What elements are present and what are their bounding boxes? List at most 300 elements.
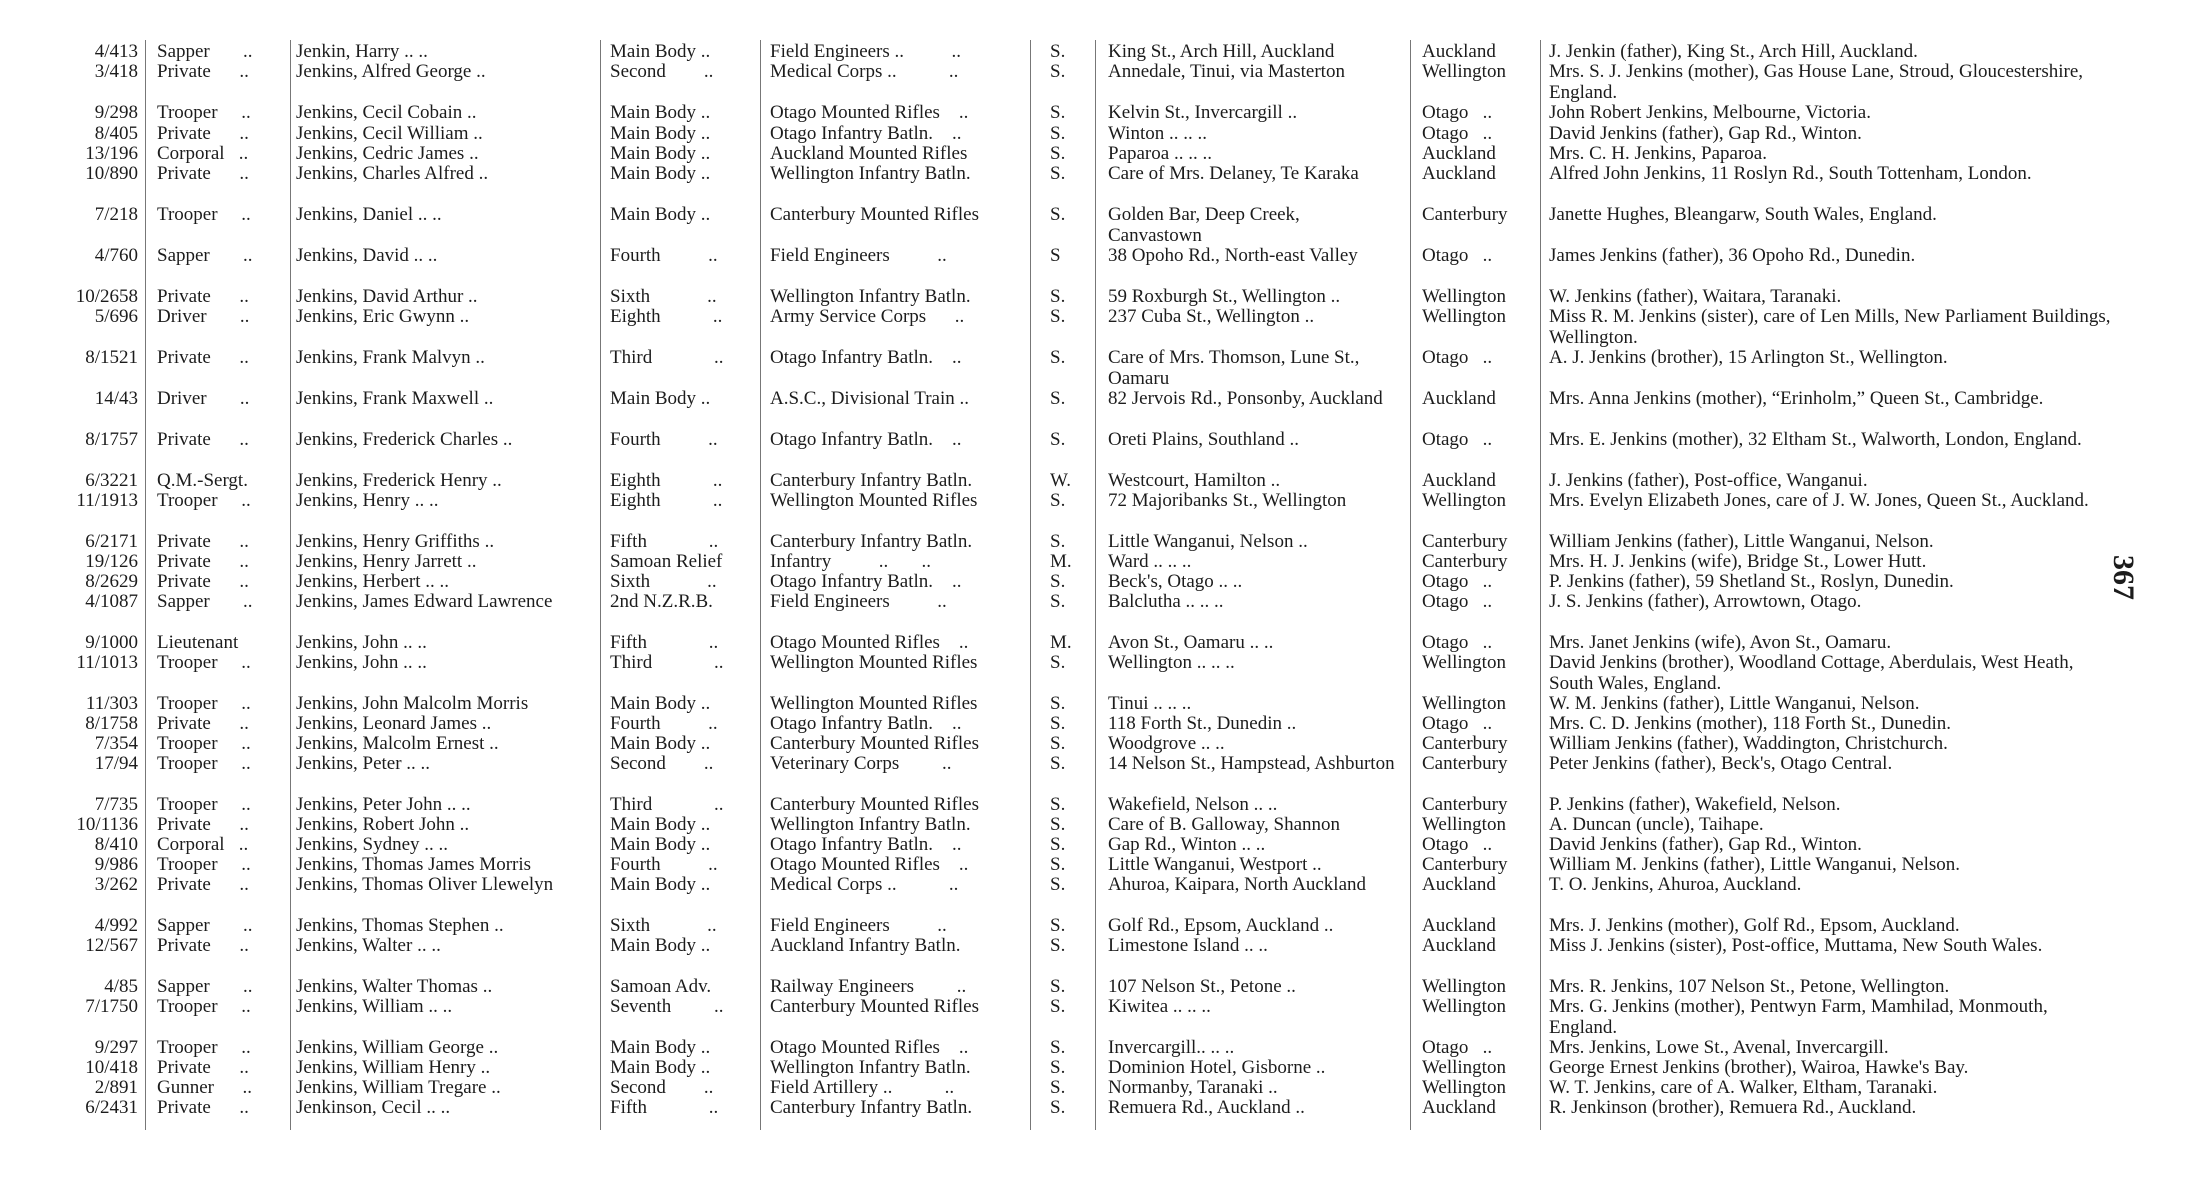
unit-cell: Field Engineers ..: [770, 915, 947, 936]
draft-cell: Eighth ..: [610, 306, 723, 327]
draft-cell: Main Body ..: [610, 163, 711, 184]
draft-cell: Fourth ..: [610, 245, 718, 266]
unit-cell: Otago Infantry Batln. ..: [770, 571, 962, 592]
draft-cell: Main Body ..: [610, 204, 711, 225]
next-of-kin-cell: Peter Jenkins (father), Beck's, Otago Central.: [1549, 753, 1893, 774]
next-of-kin-cell: Mrs. Jenkins, Lowe St., Avenal, Invercargill.: [1549, 1037, 1889, 1058]
page-number: 367: [2107, 555, 2140, 600]
next-of-kin-cell: Mrs. S. J. Jenkins (mother), Gas House Lane, Stroud, Gloucestershire, England.: [1549, 61, 2084, 103]
last-address-cell: Normanby, Taranaki ..: [1108, 1077, 1278, 1098]
next-of-kin-cell: R. Jenkinson (brother), Remuera Rd., Auckland.: [1549, 1097, 1917, 1118]
rank-cell: Driver ..: [157, 388, 250, 409]
next-of-kin-cell: Mrs. Anna Jenkins (mother), “Erinholm,” Queen St., Cambridge.: [1549, 388, 2044, 409]
marital-status-cell: S.: [1050, 753, 1066, 774]
rank-cell: Trooper ..: [157, 794, 251, 815]
draft-cell: Seventh ..: [610, 996, 724, 1017]
military-district-cell: Auckland: [1422, 143, 1496, 164]
soldier-name-cell: Jenkins, Sydney .. ..: [296, 834, 448, 855]
unit-cell: Otago Infantry Batln. ..: [770, 429, 962, 450]
next-of-kin-cell: James Jenkins (father), 36 Opoho Rd., Dunedin.: [1549, 245, 1916, 266]
soldier-name-cell: Jenkins, David .. ..: [296, 245, 438, 266]
marital-status-cell: S.: [1050, 693, 1066, 714]
draft-cell: Third ..: [610, 794, 724, 815]
marital-status-cell: S.: [1050, 834, 1066, 855]
unit-cell: Otago Mounted Rifles ..: [770, 1037, 969, 1058]
rank-cell: Private ..: [157, 1097, 249, 1118]
rank-cell: Trooper ..: [157, 753, 251, 774]
unit-cell: Railway Engineers ..: [770, 976, 967, 997]
table-row: [0, 306, 2205, 348]
rank-cell: Trooper ..: [157, 854, 251, 875]
table-row: [0, 592, 2205, 616]
table-row: [0, 491, 2205, 515]
table-row: [0, 430, 2205, 454]
military-district-cell: Auckland: [1422, 874, 1496, 895]
military-district-cell: Canterbury: [1422, 854, 1508, 875]
rank-cell: Private ..: [157, 571, 249, 592]
service-number-cell: 8/1758: [85, 713, 138, 734]
draft-cell: Fourth ..: [610, 713, 718, 734]
draft-cell: Second ..: [610, 1077, 714, 1098]
draft-cell: Eighth ..: [610, 470, 723, 491]
draft-cell: Third ..: [610, 347, 724, 368]
last-address-cell: Tinui .. .. ..: [1108, 693, 1192, 714]
unit-cell: Medical Corps .. ..: [770, 874, 959, 895]
unit-cell: Auckland Mounted Rifles: [770, 143, 968, 164]
last-address-cell: King St., Arch Hill, Auckland: [1108, 41, 1335, 62]
last-address-cell: Little Wanganui, Westport ..: [1108, 854, 1322, 875]
table-row: [0, 61, 2205, 103]
next-of-kin-cell: Miss J. Jenkins (sister), Post-office, Muttama, New South Wales.: [1549, 935, 2043, 956]
soldier-name-cell: Jenkins, Walter Thomas ..: [296, 976, 493, 997]
unit-cell: Otago Infantry Batln. ..: [770, 713, 962, 734]
service-number-cell: 6/2431: [85, 1097, 138, 1118]
marital-status-cell: S.: [1050, 102, 1066, 123]
draft-cell: Main Body ..: [610, 874, 711, 895]
next-of-kin-cell: Mrs. Evelyn Elizabeth Jones, care of J. W. Jones, Queen St., Auckland.: [1549, 490, 2089, 511]
marital-status-cell: S.: [1050, 935, 1066, 956]
marital-status-cell: S.: [1050, 996, 1066, 1017]
soldier-name-cell: Jenkins, David Arthur ..: [296, 286, 478, 307]
next-of-kin-cell: Mrs. E. Jenkins (mother), 32 Eltham St., Walworth, London, England.: [1549, 429, 2082, 450]
service-number-cell: 9/298: [94, 102, 138, 123]
military-district-cell: Wellington: [1422, 814, 1506, 835]
military-district-cell: Otago ..: [1422, 571, 1493, 592]
soldier-name-cell: Jenkins, William Tregare ..: [296, 1077, 501, 1098]
marital-status-cell: S.: [1050, 41, 1066, 62]
service-number-cell: 3/262: [94, 874, 138, 895]
soldier-name-cell: Jenkinson, Cecil .. ..: [296, 1097, 451, 1118]
last-address-cell: 72 Majoribanks St., Wellington: [1108, 490, 1347, 511]
draft-cell: Main Body ..: [610, 1057, 711, 1078]
service-number-cell: 4/760: [94, 245, 138, 266]
last-address-cell: Gap Rd., Winton .. ..: [1108, 834, 1266, 855]
last-address-cell: Care of B. Galloway, Shannon: [1108, 814, 1340, 835]
soldier-name-cell: Jenkins, Frederick Charles ..: [296, 429, 513, 450]
service-number-cell: 8/2629: [85, 571, 138, 592]
military-district-cell: Otago ..: [1422, 632, 1493, 653]
soldier-name-cell: Jenkins, Thomas James Morris: [296, 854, 532, 875]
rank-cell: Private ..: [157, 531, 249, 552]
military-district-cell: Wellington: [1422, 996, 1506, 1017]
unit-cell: Field Engineers ..: [770, 245, 947, 266]
rank-cell: Private ..: [157, 286, 249, 307]
last-address-cell: Ward .. .. ..: [1108, 551, 1192, 572]
rank-cell: Private ..: [157, 551, 249, 572]
next-of-kin-cell: Mrs. Janet Jenkins (wife), Avon St., Oamaru.: [1549, 632, 1892, 653]
table-row: [0, 204, 2205, 246]
rank-cell: Trooper ..: [157, 996, 251, 1017]
last-address-cell: Oreti Plains, Southland ..: [1108, 429, 1300, 450]
unit-cell: Canterbury Mounted Rifles: [770, 794, 979, 815]
rank-cell: Sapper ..: [157, 591, 253, 612]
service-number-cell: 9/1000: [85, 632, 138, 653]
marital-status-cell: S.: [1050, 591, 1066, 612]
soldier-name-cell: Jenkins, Cedric James ..: [296, 143, 479, 164]
unit-cell: Auckland Infantry Batln.: [770, 935, 961, 956]
next-of-kin-cell: Mrs. R. Jenkins, 107 Nelson St., Petone, Wellington.: [1549, 976, 1950, 997]
next-of-kin-cell: A. J. Jenkins (brother), 15 Arlington St., Wellington.: [1549, 347, 1948, 368]
unit-cell: Wellington Mounted Rifles: [770, 490, 978, 511]
rank-cell: Private ..: [157, 935, 249, 956]
next-of-kin-cell: William M. Jenkins (father), Little Wanganui, Nelson.: [1549, 854, 1961, 875]
unit-cell: Otago Infantry Batln. ..: [770, 347, 962, 368]
marital-status-cell: S.: [1050, 915, 1066, 936]
soldier-name-cell: Jenkins, Charles Alfred ..: [296, 163, 489, 184]
last-address-cell: Beck's, Otago .. ..: [1108, 571, 1243, 592]
service-number-cell: 14/43: [94, 388, 138, 409]
draft-cell: Main Body ..: [610, 102, 711, 123]
last-address-cell: Dominion Hotel, Gisborne ..: [1108, 1057, 1326, 1078]
table-row: [0, 389, 2205, 413]
last-address-cell: 38 Opoho Rd., North-east Valley: [1108, 245, 1358, 266]
service-number-cell: 9/297: [94, 1037, 138, 1058]
next-of-kin-cell: Mrs. H. J. Jenkins (wife), Bridge St., Lower Hutt.: [1549, 551, 1927, 572]
unit-cell: Canterbury Infantry Batln.: [770, 1097, 973, 1118]
table-row: [0, 164, 2205, 188]
draft-cell: Sixth ..: [610, 286, 717, 307]
service-number-cell: 8/405: [94, 123, 138, 144]
next-of-kin-cell: Mrs. C. H. Jenkins, Paparoa.: [1549, 143, 1767, 164]
draft-cell: Main Body ..: [610, 733, 711, 754]
rank-cell: Private ..: [157, 814, 249, 835]
service-number-cell: 19/126: [85, 551, 138, 572]
next-of-kin-cell: John Robert Jenkins, Melbourne, Victoria.: [1549, 102, 1871, 123]
draft-cell: Main Body ..: [610, 41, 711, 62]
soldier-name-cell: Jenkins, William Henry ..: [296, 1057, 491, 1078]
unit-cell: Otago Infantry Batln. ..: [770, 123, 962, 144]
military-district-cell: Otago ..: [1422, 102, 1493, 123]
last-address-cell: Care of Mrs. Thomson, Lune St., Oamaru: [1108, 347, 1360, 389]
draft-cell: Second ..: [610, 61, 714, 82]
last-address-cell: 82 Jervois Rd., Ponsonby, Auckland: [1108, 388, 1383, 409]
draft-cell: 2nd N.Z.R.B.: [610, 591, 713, 612]
draft-cell: Main Body ..: [610, 935, 711, 956]
unit-cell: Wellington Mounted Rifles: [770, 652, 978, 673]
draft-cell: Main Body ..: [610, 123, 711, 144]
soldier-name-cell: Jenkins, Walter .. ..: [296, 935, 441, 956]
military-district-cell: Otago ..: [1422, 123, 1493, 144]
last-address-cell: Annedale, Tinui, via Masterton: [1108, 61, 1345, 82]
table-row: [0, 246, 2205, 270]
marital-status-cell: S.: [1050, 388, 1066, 409]
marital-status-cell: S: [1050, 245, 1061, 266]
soldier-name-cell: Jenkins, Henry Jarrett ..: [296, 551, 477, 572]
military-district-cell: Otago ..: [1422, 834, 1493, 855]
rank-cell: Private ..: [157, 123, 249, 144]
last-address-cell: Golden Bar, Deep Creek, Canvastown: [1108, 204, 1300, 246]
soldier-name-cell: Jenkins, Cecil Cobain ..: [296, 102, 477, 123]
service-number-cell: 8/410: [94, 834, 138, 855]
service-number-cell: 6/3221: [85, 470, 138, 491]
military-district-cell: Wellington: [1422, 286, 1506, 307]
draft-cell: Sixth ..: [610, 915, 717, 936]
rank-cell: Sapper ..: [157, 41, 253, 62]
draft-cell: Fourth ..: [610, 429, 718, 450]
last-address-cell: Limestone Island .. ..: [1108, 935, 1268, 956]
last-address-cell: Ahuroa, Kaipara, North Auckland: [1108, 874, 1367, 895]
soldier-name-cell: Jenkins, James Edward Lawrence: [296, 591, 553, 612]
service-number-cell: 4/992: [94, 915, 138, 936]
soldier-name-cell: Jenkins, John .. ..: [296, 632, 427, 653]
soldier-name-cell: Jenkins, Leonard James ..: [296, 713, 492, 734]
service-number-cell: 11/303: [85, 693, 138, 714]
unit-cell: Canterbury Mounted Rifles: [770, 996, 979, 1017]
next-of-kin-cell: Mrs. J. Jenkins (mother), Golf Rd., Epsom, Auckland.: [1549, 915, 1960, 936]
last-address-cell: Balclutha .. .. ..: [1108, 591, 1224, 612]
military-district-cell: Otago ..: [1422, 429, 1493, 450]
soldier-name-cell: Jenkins, John .. ..: [296, 652, 427, 673]
marital-status-cell: S.: [1050, 531, 1066, 552]
military-district-cell: Canterbury: [1422, 794, 1508, 815]
soldier-name-cell: Jenkins, Alfred George ..: [296, 61, 486, 82]
marital-status-cell: S.: [1050, 1097, 1066, 1118]
unit-cell: Field Engineers .. ..: [770, 41, 962, 62]
unit-cell: Wellington Mounted Rifles: [770, 693, 978, 714]
unit-cell: Canterbury Mounted Rifles: [770, 204, 979, 225]
draft-cell: Main Body ..: [610, 388, 711, 409]
service-number-cell: 7/1750: [85, 996, 138, 1017]
military-district-cell: Wellington: [1422, 306, 1506, 327]
unit-cell: Field Engineers ..: [770, 591, 947, 612]
service-number-cell: 4/1087: [85, 591, 138, 612]
soldier-name-cell: Jenkins, Peter John .. ..: [296, 794, 471, 815]
service-number-cell: 8/1757: [85, 429, 138, 450]
last-address-cell: Kiwitea .. .. ..: [1108, 996, 1211, 1017]
service-number-cell: 10/1136: [76, 814, 138, 835]
soldier-name-cell: Jenkins, Daniel .. ..: [296, 204, 442, 225]
military-district-cell: Wellington: [1422, 490, 1506, 511]
military-district-cell: Canterbury: [1422, 531, 1508, 552]
rank-cell: Private ..: [157, 874, 249, 895]
marital-status-cell: M.: [1050, 551, 1072, 572]
last-address-cell: 107 Nelson St., Petone ..: [1108, 976, 1296, 997]
marital-status-cell: S.: [1050, 286, 1066, 307]
soldier-name-cell: Jenkins, Thomas Oliver Llewelyn: [296, 874, 554, 895]
rank-cell: Trooper ..: [157, 693, 251, 714]
rank-cell: Driver ..: [157, 306, 250, 327]
rank-cell: Trooper ..: [157, 204, 251, 225]
rank-cell: Corporal ..: [157, 834, 249, 855]
marital-status-cell: S.: [1050, 123, 1066, 144]
last-address-cell: Golf Rd., Epsom, Auckland ..: [1108, 915, 1334, 936]
next-of-kin-cell: Mrs. G. Jenkins (mother), Pentwyn Farm, Mamhilad, Monmouth, England.: [1549, 996, 2048, 1038]
next-of-kin-cell: W. M. Jenkins (father), Little Wanganui, Nelson.: [1549, 693, 1920, 714]
last-address-cell: Paparoa .. .. ..: [1108, 143, 1212, 164]
service-number-cell: 4/413: [94, 41, 138, 62]
draft-cell: Sixth ..: [610, 571, 717, 592]
marital-status-cell: S.: [1050, 204, 1066, 225]
unit-cell: Infantry .. ..: [770, 551, 931, 572]
unit-cell: Medical Corps .. ..: [770, 61, 959, 82]
rank-cell: Private ..: [157, 61, 249, 82]
service-number-cell: 12/567: [85, 935, 138, 956]
last-address-cell: Remuera Rd., Auckland ..: [1108, 1097, 1305, 1118]
next-of-kin-cell: W. Jenkins (father), Waitara, Taranaki.: [1549, 286, 1842, 307]
unit-cell: Wellington Infantry Batln.: [770, 1057, 971, 1078]
next-of-kin-cell: A. Duncan (uncle), Taihape.: [1549, 814, 1764, 835]
marital-status-cell: S.: [1050, 306, 1066, 327]
military-district-cell: Auckland: [1422, 41, 1496, 62]
unit-cell: Otago Mounted Rifles ..: [770, 854, 969, 875]
marital-status-cell: S.: [1050, 976, 1066, 997]
unit-cell: Field Artillery .. ..: [770, 1077, 955, 1098]
rank-cell: Lieutenant: [157, 632, 239, 653]
marital-status-cell: S.: [1050, 652, 1066, 673]
rank-cell: Private ..: [157, 429, 249, 450]
next-of-kin-cell: T. O. Jenkins, Ahuroa, Auckland.: [1549, 874, 1802, 895]
unit-cell: Veterinary Corps ..: [770, 753, 952, 774]
next-of-kin-cell: Janette Hughes, Bleangarw, South Wales, England.: [1549, 204, 1937, 225]
last-address-cell: Wellington .. .. ..: [1108, 652, 1235, 673]
marital-status-cell: S.: [1050, 1077, 1066, 1098]
service-number-cell: 7/218: [94, 204, 138, 225]
service-number-cell: 3/418: [94, 61, 138, 82]
rank-cell: Private ..: [157, 347, 249, 368]
rank-cell: Trooper ..: [157, 1037, 251, 1058]
last-address-cell: 237 Cuba St., Wellington ..: [1108, 306, 1315, 327]
draft-cell: Fifth ..: [610, 632, 719, 653]
rank-cell: Gunner ..: [157, 1077, 252, 1098]
military-district-cell: Otago ..: [1422, 713, 1493, 734]
soldier-name-cell: Jenkins, Frank Maxwell ..: [296, 388, 494, 409]
draft-cell: Samoan Relief: [610, 551, 723, 572]
soldier-name-cell: Jenkins, Henry .. ..: [296, 490, 439, 511]
military-district-cell: Wellington: [1422, 976, 1506, 997]
unit-cell: Army Service Corps ..: [770, 306, 965, 327]
next-of-kin-cell: George Ernest Jenkins (brother), Wairoa, Hawke's Bay.: [1549, 1057, 1969, 1078]
draft-cell: Eighth ..: [610, 490, 723, 511]
table-row: [0, 936, 2205, 960]
next-of-kin-cell: Miss R. M. Jenkins (sister), care of Len Mills, New Parliament Buildings, Wellington.: [1549, 306, 2111, 348]
rank-cell: Sapper ..: [157, 976, 253, 997]
marital-status-cell: S.: [1050, 347, 1066, 368]
service-number-cell: 9/986: [94, 854, 138, 875]
next-of-kin-cell: David Jenkins (father), Gap Rd., Winton.: [1549, 123, 1862, 144]
unit-cell: Canterbury Infantry Batln.: [770, 531, 973, 552]
last-address-cell: Invercargill.. .. ..: [1108, 1037, 1235, 1058]
next-of-kin-cell: David Jenkins (father), Gap Rd., Winton.: [1549, 834, 1862, 855]
draft-cell: Fifth ..: [610, 1097, 719, 1118]
military-district-cell: Otago ..: [1422, 347, 1493, 368]
next-of-kin-cell: Alfred John Jenkins, 11 Roslyn Rd., South Tottenham, London.: [1549, 163, 2032, 184]
draft-cell: Main Body ..: [610, 834, 711, 855]
unit-cell: A.S.C., Divisional Train ..: [770, 388, 970, 409]
military-district-cell: Auckland: [1422, 388, 1496, 409]
service-number-cell: 11/1913: [76, 490, 138, 511]
service-number-cell: 11/1013: [76, 652, 138, 673]
marital-status-cell: S.: [1050, 713, 1066, 734]
soldier-name-cell: Jenkins, Peter .. ..: [296, 753, 431, 774]
last-address-cell: 118 Forth St., Dunedin ..: [1108, 713, 1297, 734]
marital-status-cell: S.: [1050, 874, 1066, 895]
service-number-cell: 5/696: [94, 306, 138, 327]
soldier-name-cell: Jenkin, Harry .. ..: [296, 41, 428, 62]
next-of-kin-cell: J. S. Jenkins (father), Arrowtown, Otago.: [1549, 591, 1862, 612]
military-district-cell: Auckland: [1422, 915, 1496, 936]
service-number-cell: 10/418: [85, 1057, 138, 1078]
marital-status-cell: S.: [1050, 490, 1066, 511]
table-row: [0, 652, 2205, 694]
next-of-kin-cell: Mrs. C. D. Jenkins (mother), 118 Forth St., Dunedin.: [1549, 713, 1951, 734]
rank-cell: Trooper ..: [157, 490, 251, 511]
soldier-name-cell: Jenkins, John Malcolm Morris: [296, 693, 529, 714]
soldier-name-cell: Jenkins, William George ..: [296, 1037, 499, 1058]
unit-cell: Otago Mounted Rifles ..: [770, 102, 969, 123]
unit-cell: Wellington Infantry Batln.: [770, 814, 971, 835]
military-district-cell: Wellington: [1422, 652, 1506, 673]
marital-status-cell: S.: [1050, 794, 1066, 815]
last-address-cell: 14 Nelson St., Hampstead, Ashburton: [1108, 753, 1395, 774]
last-address-cell: Little Wanganui, Nelson ..: [1108, 531, 1308, 552]
military-district-cell: Wellington: [1422, 693, 1506, 714]
next-of-kin-cell: J. Jenkin (father), King St., Arch Hill, Auckland.: [1549, 41, 1918, 62]
rank-cell: Private ..: [157, 163, 249, 184]
last-address-cell: Care of Mrs. Delaney, Te Karaka: [1108, 163, 1359, 184]
military-district-cell: Auckland: [1422, 163, 1496, 184]
draft-cell: Main Body ..: [610, 1037, 711, 1058]
last-address-cell: 59 Roxburgh St., Wellington ..: [1108, 286, 1341, 307]
last-address-cell: Woodgrove .. ..: [1108, 733, 1225, 754]
last-address-cell: Avon St., Oamaru .. ..: [1108, 632, 1274, 653]
marital-status-cell: S.: [1050, 814, 1066, 835]
unit-cell: Canterbury Infantry Batln.: [770, 470, 973, 491]
military-district-cell: Canterbury: [1422, 733, 1508, 754]
military-district-cell: Wellington: [1422, 1077, 1506, 1098]
military-district-cell: Otago ..: [1422, 591, 1493, 612]
table-row: [0, 754, 2205, 778]
military-district-cell: Canterbury: [1422, 753, 1508, 774]
service-number-cell: 7/735: [94, 794, 138, 815]
soldier-name-cell: Jenkins, Eric Gwynn ..: [296, 306, 470, 327]
rank-cell: Trooper ..: [157, 733, 251, 754]
last-address-cell: Winton .. .. ..: [1108, 123, 1207, 144]
soldier-name-cell: Jenkins, Frank Malvyn ..: [296, 347, 485, 368]
rank-cell: Trooper ..: [157, 652, 251, 673]
soldier-name-cell: Jenkins, William .. ..: [296, 996, 453, 1017]
last-address-cell: Wakefield, Nelson .. ..: [1108, 794, 1278, 815]
service-number-cell: 4/85: [104, 976, 138, 997]
military-district-cell: Canterbury: [1422, 204, 1508, 225]
soldier-name-cell: Jenkins, Cecil William ..: [296, 123, 483, 144]
rank-cell: Sapper ..: [157, 245, 253, 266]
next-of-kin-cell: William Jenkins (father), Waddington, Christchurch.: [1549, 733, 1948, 754]
rank-cell: Private ..: [157, 713, 249, 734]
unit-cell: Wellington Infantry Batln.: [770, 163, 971, 184]
table-row: [0, 996, 2205, 1038]
next-of-kin-cell: William Jenkins (father), Little Wanganui, Nelson.: [1549, 531, 1934, 552]
service-number-cell: 10/2658: [75, 286, 138, 307]
